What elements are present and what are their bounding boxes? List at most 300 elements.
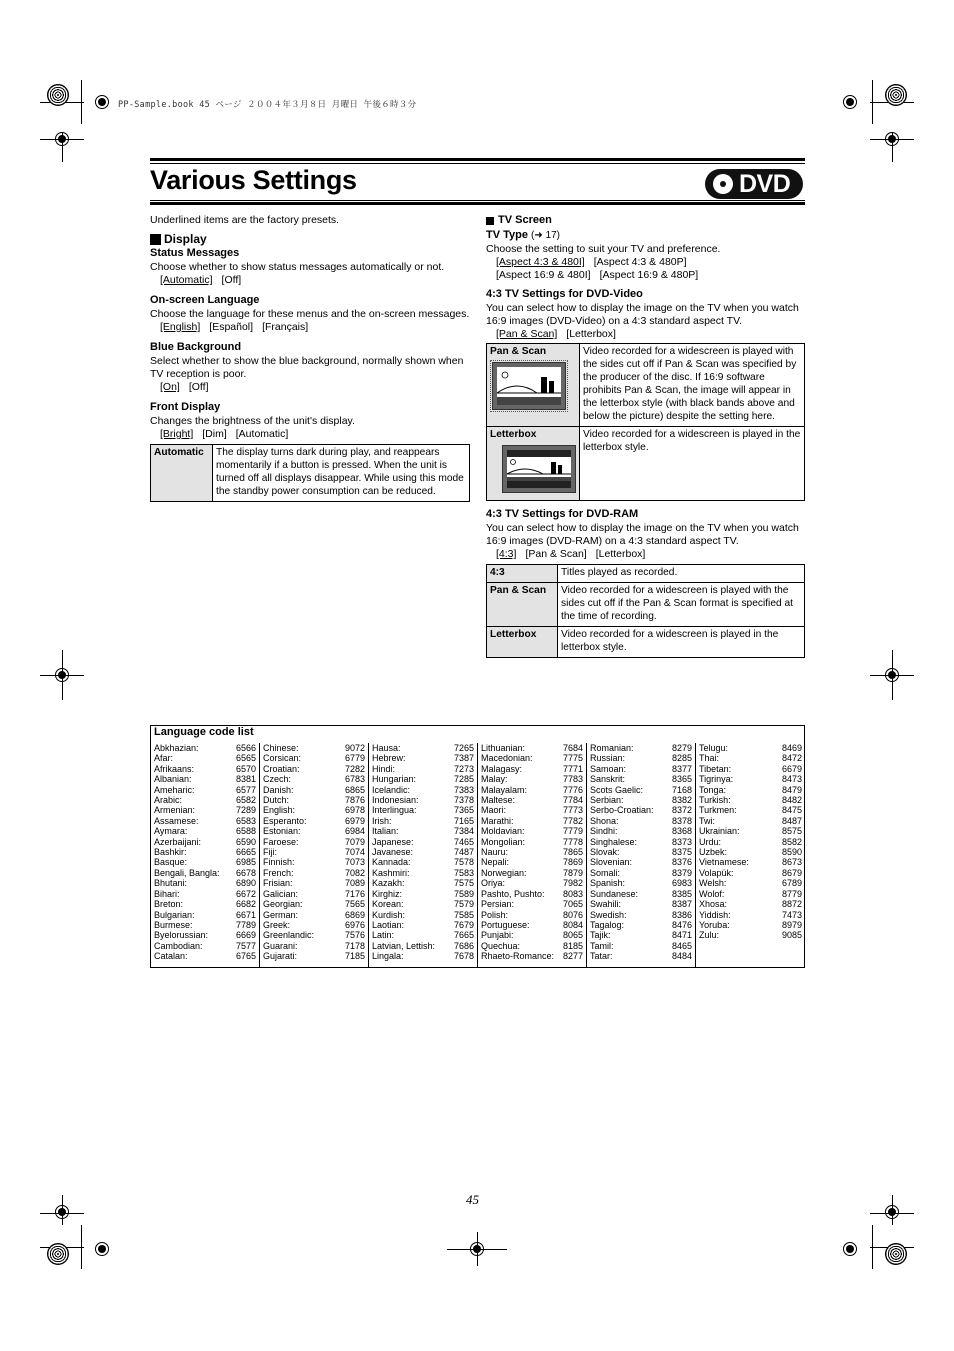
table-row (487, 565, 805, 583)
language-row (590, 826, 692, 836)
language-row (263, 805, 365, 815)
language-name: Burmese: (154, 919, 193, 930)
language-name: Bulgarian: (154, 909, 195, 920)
language-code: 6588 (235, 826, 256, 837)
language-code: 8471 (671, 930, 692, 941)
language-row (372, 951, 474, 961)
language-name: Malagasy: (481, 763, 523, 774)
language-row (590, 837, 692, 847)
language-name: Tagalog: (590, 919, 625, 930)
language-name: Maori: (481, 805, 507, 816)
language-row (590, 941, 692, 951)
tv-screen-heading (486, 214, 805, 227)
language-name: Moldavian: (481, 826, 525, 837)
language-row (590, 753, 692, 763)
page-number: 45 (466, 1192, 479, 1207)
language-name: Kurdish: (372, 909, 406, 920)
language-code: 7869 (562, 857, 583, 868)
language-name: Spanish: (590, 878, 626, 889)
registration-target-icon (47, 1243, 69, 1265)
language-name: Yoruba: (699, 919, 730, 930)
language-code: 7383 (453, 784, 474, 795)
language-row (263, 764, 365, 774)
language-code: 8277 (562, 951, 583, 962)
tv-type-title (486, 229, 805, 242)
language-code: 7565 (344, 899, 365, 910)
language-name: Kazakh: (372, 878, 405, 889)
registration-crosshair-icon (95, 1242, 109, 1256)
language-name: Icelandic: (372, 784, 411, 795)
language-row (372, 930, 474, 940)
title-rule-bottom-thin (150, 200, 805, 201)
language-row (699, 930, 802, 940)
language-row (590, 847, 692, 857)
language-name: Gujarati: (263, 951, 298, 962)
print-header: PP-Sample.book 45 ページ ２００４年３月８日 月曜日 午後６時３分 (118, 100, 417, 110)
language-row (699, 857, 802, 867)
dvd-badge-label: DVD (739, 170, 791, 198)
language-code: 8377 (671, 763, 692, 774)
language-code: 7775 (562, 753, 583, 764)
language-code: 6789 (781, 878, 802, 889)
language-code: 7079 (344, 836, 365, 847)
language-name: Oriya: (481, 878, 506, 889)
language-row (699, 816, 802, 826)
language-row (699, 920, 802, 930)
blue-background-options (150, 381, 470, 394)
language-name: Armenian: (154, 805, 196, 816)
language-row (372, 889, 474, 899)
language-name: Tigrinya: (699, 774, 734, 785)
language-code: 6671 (235, 909, 256, 920)
title-rule-bottom (150, 202, 805, 205)
language-code: 8472 (781, 753, 802, 764)
language-code: 8872 (781, 899, 802, 910)
language-row (372, 910, 474, 920)
language-row (263, 837, 365, 847)
option-off: [Off] (221, 274, 242, 286)
language-name: Tajik: (590, 930, 611, 941)
language-code: 8482 (781, 795, 802, 806)
language-code: 8373 (671, 836, 692, 847)
language-code-list-title: Language code list (154, 726, 254, 738)
language-row (263, 920, 365, 930)
language-name: Scots Gaelic: (590, 784, 644, 795)
language-code: 6582 (235, 795, 256, 806)
language-name: Malayalam: (481, 784, 528, 795)
language-row (263, 826, 365, 836)
language-code: 6669 (235, 930, 256, 941)
language-code: 8379 (671, 867, 692, 878)
language-code: 8378 (671, 815, 692, 826)
language-row (699, 837, 802, 847)
language-row (154, 857, 256, 867)
language-code: 8387 (671, 899, 692, 910)
language-name: Bashkir: (154, 847, 187, 858)
language-name: Hebrew: (372, 753, 406, 764)
registration-target-icon (885, 84, 907, 106)
registration-crosshair-icon (95, 95, 109, 109)
language-code: 7289 (235, 805, 256, 816)
registration-crosshair-icon (843, 95, 857, 109)
language-row (154, 837, 256, 847)
language-name: Russian: (590, 753, 626, 764)
language-name: Quechua: (481, 940, 521, 951)
language-code: 7686 (453, 940, 474, 951)
language-row (154, 868, 256, 878)
language-row (699, 753, 802, 763)
language-name: Latin: (372, 930, 395, 941)
language-row (154, 847, 256, 857)
language-name: Kashmiri: (372, 867, 410, 878)
bridge-scene-icon (497, 367, 561, 405)
language-row (699, 743, 802, 753)
language-code: 8679 (781, 867, 802, 878)
language-name: Interlingua: (372, 805, 417, 816)
status-messages-options (150, 274, 470, 287)
tv-screen-heading-label: TV Screen (498, 214, 552, 226)
language-name: Yiddish: (699, 909, 731, 920)
registration-target-icon (885, 1243, 907, 1265)
language-name: Corsican: (263, 753, 302, 764)
option-english: [English] (160, 321, 201, 333)
language-code: 7679 (453, 919, 474, 930)
language-row (699, 878, 802, 888)
table-row (487, 627, 805, 658)
language-name: Tibetan: (699, 763, 732, 774)
language-code: 6566 (235, 743, 256, 753)
language-row (699, 847, 802, 857)
language-name: French: (263, 867, 294, 878)
language-code: 7577 (235, 940, 256, 951)
language-row (481, 878, 583, 888)
dvd-badge (705, 169, 803, 199)
language-row (372, 826, 474, 836)
language-code: 7074 (344, 847, 365, 858)
bridge-scene-icon (507, 450, 571, 488)
language-row (699, 785, 802, 795)
language-code: 8385 (671, 888, 692, 899)
language-row (154, 753, 256, 763)
tv-type-options-row2 (486, 269, 805, 282)
language-row (481, 837, 583, 847)
table-value: Video recorded for a widescreen is played in the letterbox style. (558, 627, 805, 658)
language-code: 7783 (562, 774, 583, 785)
language-code: 8473 (781, 774, 802, 785)
language-row (590, 743, 692, 753)
language-name: Basque: (154, 857, 188, 868)
language-row (372, 805, 474, 815)
language-column (151, 743, 260, 967)
language-code-list (150, 725, 805, 968)
language-row (699, 774, 802, 784)
language-row (590, 920, 692, 930)
language-row (154, 816, 256, 826)
onscreen-language-title: On-screen Language (150, 294, 260, 306)
language-name: Nauru: (481, 847, 509, 858)
tv-type-ref: (➜ 17) (531, 230, 560, 241)
table-value: Titles played as recorded. (558, 565, 805, 583)
language-row (481, 930, 583, 940)
language-code: 8084 (562, 919, 583, 930)
language-row (590, 910, 692, 920)
language-name: Hindi: (372, 763, 396, 774)
language-code: 6565 (235, 753, 256, 764)
language-name: Cambodian: (154, 940, 203, 951)
language-column (587, 743, 696, 967)
language-code: 7285 (453, 774, 474, 785)
language-name: Afar: (154, 753, 174, 764)
option-pan-scan: [Pan & Scan] (496, 328, 558, 340)
language-code: 7378 (453, 795, 474, 806)
language-row (263, 847, 365, 857)
language-code: 8382 (671, 795, 692, 806)
language-code: 7473 (781, 909, 802, 920)
language-row (154, 920, 256, 930)
status-messages-desc: Choose whether to show status messages automatically or not. (150, 261, 445, 273)
table-value: Video recorded for a widescreen is played with the sides cut off if Pan & Scan was specified by the producer of the disc. If 16:9 software prohibits Pan & Scan, the image will appear in the letterbox style (with black bands above and below the picture) despite the setting here. (580, 344, 805, 427)
language-code: 7771 (562, 763, 583, 774)
language-row (481, 951, 583, 961)
letterbox-tv-illustration (502, 445, 576, 493)
dvd-video-options (486, 328, 805, 341)
left-column (150, 214, 470, 502)
page-title: Various Settings (150, 165, 357, 195)
language-name: Greenlandic: (263, 930, 315, 941)
language-code: 7778 (562, 836, 583, 847)
tv-type-options-row1 (486, 256, 805, 269)
language-code: 8381 (235, 774, 256, 785)
language-name: Lingala: (372, 951, 404, 962)
language-column (260, 743, 369, 967)
option-letterbox: [Letterbox] (566, 328, 616, 340)
table-key-cell (487, 427, 580, 501)
language-code: 6978 (344, 805, 365, 816)
option-dim: [Dim] (202, 428, 227, 440)
option-automatic: [Automatic] (160, 274, 213, 286)
language-name: Bengali, Bangla: (154, 867, 220, 878)
language-name: Somali: (590, 867, 621, 878)
table-value: Video recorded for a widescreen is played in the letterbox style. (580, 427, 805, 501)
language-code: 8372 (671, 805, 692, 816)
language-code: 8185 (562, 940, 583, 951)
option-43: [4:3] (496, 548, 517, 560)
blue-background-desc: Select whether to show the blue background, normally shown when TV reception is poor. (150, 355, 464, 380)
language-code: 8575 (781, 826, 802, 837)
language-code: 7865 (562, 847, 583, 858)
option-off: [Off] (188, 381, 209, 393)
table-key: Letterbox (490, 429, 537, 440)
language-code: 7265 (453, 743, 474, 753)
language-row (481, 889, 583, 899)
language-name: Swedish: (590, 909, 627, 920)
language-name: Welsh: (699, 878, 727, 889)
option-aspect-169-480i: [Aspect 16:9 & 480I] (496, 269, 591, 281)
display-heading-label: Display (164, 232, 207, 246)
language-code: 6783 (344, 774, 365, 785)
tv-type-desc: Choose the setting to suit your TV and preference. (486, 243, 721, 255)
language-name: Breton: (154, 899, 184, 910)
language-code: 7082 (344, 867, 365, 878)
dvd-ram-desc: You can select how to display the image on the TV when you watch 16:9 images (DVD-RAM) on a 4:3 standard aspect TV. (486, 522, 799, 547)
language-row (154, 899, 256, 909)
language-name: Vietnamese: (699, 857, 749, 868)
title-rule-top (150, 158, 805, 161)
title-rule-top-thin (150, 163, 805, 164)
language-row (372, 868, 474, 878)
language-code: 7168 (671, 784, 692, 795)
language-name: Serbo-Croatian: (590, 805, 654, 816)
language-name: Catalan: (154, 951, 188, 962)
language-row (481, 868, 583, 878)
language-row (154, 805, 256, 815)
language-code: 6665 (235, 847, 256, 858)
language-name: Arabic: (154, 795, 183, 806)
language-code: 8365 (671, 774, 692, 785)
language-code: 8375 (671, 847, 692, 858)
language-row (372, 764, 474, 774)
language-name: Polish: (481, 909, 509, 920)
tv-screen-image (507, 450, 571, 488)
language-row (590, 774, 692, 784)
language-code: 9072 (344, 743, 365, 753)
language-name: Faroese: (263, 836, 299, 847)
language-name: German: (263, 909, 299, 920)
language-code: 7776 (562, 784, 583, 795)
language-code: 6682 (235, 899, 256, 910)
language-code: 8386 (671, 909, 692, 920)
language-row (481, 753, 583, 763)
onscreen-language-options (150, 321, 470, 334)
language-code: 7665 (453, 930, 474, 941)
language-code: 8590 (781, 847, 802, 858)
language-name: Sundanese: (590, 888, 639, 899)
language-row (481, 847, 583, 857)
language-name: Albanian: (154, 774, 192, 785)
language-row (372, 941, 474, 951)
language-row (263, 795, 365, 805)
language-name: Japanese: (372, 836, 414, 847)
language-code: 7789 (235, 919, 256, 930)
language-row (372, 837, 474, 847)
language-row (263, 785, 365, 795)
language-row (372, 899, 474, 909)
language-code: 6979 (344, 815, 365, 826)
language-code: 7982 (562, 878, 583, 889)
language-code: 8479 (781, 784, 802, 795)
language-name: Kirghiz: (372, 888, 403, 899)
language-code: 9085 (781, 930, 802, 941)
language-code: 7165 (453, 815, 474, 826)
language-name: Danish: (263, 784, 294, 795)
language-row (154, 743, 256, 753)
language-row (263, 753, 365, 763)
language-name: Uzbek: (699, 847, 728, 858)
language-code: 6984 (344, 826, 365, 837)
language-name: Sanskrit: (590, 774, 626, 785)
language-name: Punjabi: (481, 930, 514, 941)
language-row (263, 857, 365, 867)
language-row (699, 868, 802, 878)
language-name: Laotian: (372, 919, 405, 930)
language-code: 6983 (671, 878, 692, 889)
language-code: 6590 (235, 836, 256, 847)
language-code: 7487 (453, 847, 474, 858)
language-name: Greek: (263, 919, 291, 930)
language-code: 6678 (235, 867, 256, 878)
table-key: Pan & Scan (487, 583, 558, 627)
language-row (699, 795, 802, 805)
option-bright: [Bright] (160, 428, 194, 440)
language-code: 8484 (671, 951, 692, 962)
language-row (590, 930, 692, 940)
language-name: Turkmen: (699, 805, 737, 816)
language-name: Shona: (590, 815, 619, 826)
language-row (154, 795, 256, 805)
language-code: 7273 (453, 763, 474, 774)
language-row (263, 951, 365, 961)
front-display-title: Front Display (150, 401, 221, 413)
table-key-cell (487, 344, 580, 427)
language-name: Volapük: (699, 867, 734, 878)
language-row (481, 826, 583, 836)
language-code: 6976 (344, 919, 365, 930)
language-name: Serbian: (590, 795, 624, 806)
dvd-video-title: 4:3 TV Settings for DVD-Video (486, 288, 643, 300)
dvd-video-desc: You can select how to display the image on the TV when you watch 16:9 images (DVD-Video) on a 4:3 standard aspect TV. (486, 302, 799, 327)
language-name: Singhalese: (590, 836, 638, 847)
language-name: Tonga: (699, 784, 727, 795)
language-name: Twi: (699, 815, 716, 826)
language-row (481, 764, 583, 774)
language-row (699, 899, 802, 909)
language-code: 7185 (344, 951, 365, 962)
language-row (154, 785, 256, 795)
language-name: Bihari: (154, 888, 180, 899)
language-name: Macedonian: (481, 753, 533, 764)
language-name: Bhutani: (154, 878, 188, 889)
language-row (481, 774, 583, 784)
language-row (699, 764, 802, 774)
language-code: 6869 (344, 909, 365, 920)
language-code: 7684 (562, 743, 583, 753)
language-name: Sindhi: (590, 826, 618, 837)
language-row (590, 889, 692, 899)
language-row (263, 930, 365, 940)
language-name: Byelorussian: (154, 930, 209, 941)
language-code: 7578 (453, 857, 474, 868)
dvd-ram-title: 4:3 TV Settings for DVD-RAM (486, 508, 639, 520)
language-name: Indonesian: (372, 795, 419, 806)
language-row (590, 857, 692, 867)
language-row (263, 774, 365, 784)
status-messages-title: Status Messages (150, 247, 240, 259)
language-code: 7773 (562, 805, 583, 816)
language-code: 7282 (344, 763, 365, 774)
table-row (487, 427, 805, 501)
language-code: 7089 (344, 878, 365, 889)
table-key: Automatic (151, 445, 213, 502)
language-code: 7678 (453, 951, 474, 962)
language-name: Esperanto: (263, 815, 307, 826)
language-row (154, 951, 256, 961)
language-code: 7365 (453, 805, 474, 816)
language-row (263, 899, 365, 909)
language-code: 7073 (344, 857, 365, 868)
table-key: Letterbox (487, 627, 558, 658)
language-name: Afrikaans: (154, 763, 195, 774)
language-row (590, 868, 692, 878)
